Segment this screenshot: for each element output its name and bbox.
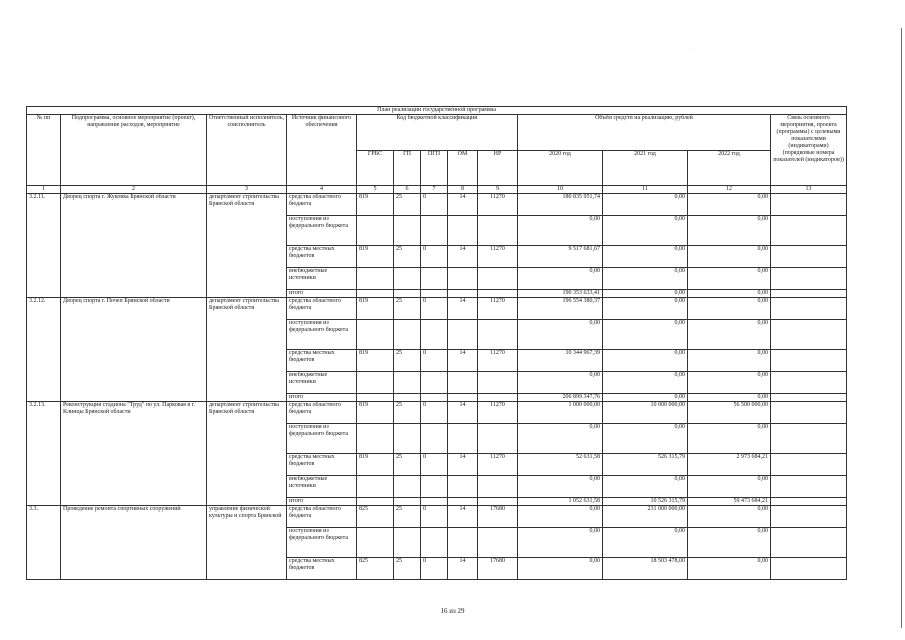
code-nr — [478, 424, 518, 454]
code-pgp: 0 — [421, 506, 448, 528]
amount-2022: 0,00 — [688, 350, 771, 372]
code-om: 14 — [448, 246, 478, 268]
code-grbs — [357, 216, 394, 246]
code-om — [448, 320, 478, 350]
code-om — [448, 476, 478, 498]
funding-source: средства областного бюджета — [287, 506, 357, 528]
header-year-2021: 2021 год — [603, 150, 688, 186]
header-year-2022: 2022 год — [688, 150, 771, 186]
code-gp — [394, 290, 421, 298]
amount-2021: 0,00 — [603, 194, 688, 216]
amount-2020: 0,00 — [518, 320, 603, 350]
code-nr — [478, 290, 518, 298]
table-row — [27, 194, 847, 216]
page-number: 16 из 29 — [440, 607, 465, 615]
amount-2021: 526 315,79 — [603, 454, 688, 476]
code-gp — [394, 320, 421, 350]
table-row — [27, 402, 847, 424]
amount-2020: 9 517 681,67 — [518, 246, 603, 268]
code-grbs: 819 — [357, 246, 394, 268]
amount-2022: 56 500 000,00 — [688, 402, 771, 424]
indicator-link — [771, 372, 847, 394]
amount-2021: 0,00 — [603, 424, 688, 454]
code-om — [448, 268, 478, 290]
table-header-row — [27, 115, 847, 151]
amount-2022: 0,00 — [688, 528, 771, 558]
amount-2021: 0,00 — [603, 372, 688, 394]
header-volume: Объём средств на реализацию, рублей — [518, 115, 771, 151]
code-grbs — [357, 320, 394, 350]
code-gp: 25 — [394, 402, 421, 424]
code-pgp: 0 — [421, 246, 448, 268]
funding-source: средства местных бюджетов — [287, 558, 357, 580]
header-pgp: ПГП — [421, 150, 448, 186]
indicator-link — [771, 528, 847, 558]
amount-2022: 0,00 — [688, 246, 771, 268]
amount-2022: 0,00 — [688, 506, 771, 528]
col-number: 6 — [394, 186, 421, 194]
code-nr — [478, 528, 518, 558]
header-source: Источник финансового обеспечения — [287, 115, 357, 186]
amount-2021: 0,00 — [603, 290, 688, 298]
section-responsible: департамент строительства Брянской области — [207, 194, 287, 298]
funding-source: поступления из федерального бюджета — [287, 528, 357, 558]
code-grbs — [357, 424, 394, 454]
funding-source: итого — [287, 394, 357, 402]
header-om: ОМ — [448, 150, 478, 186]
header-gp: ГП — [394, 150, 421, 186]
section-responsible: департамент строительства Брянской области — [207, 298, 287, 402]
col-number: 2 — [61, 186, 207, 194]
col-number: 12 — [688, 186, 771, 194]
scan-edge-line — [901, 28, 902, 628]
code-om — [448, 290, 478, 298]
indicator-link — [771, 350, 847, 372]
indicator-link — [771, 194, 847, 216]
funding-source: поступления из федерального бюджета — [287, 216, 357, 246]
header-nr: НР — [478, 150, 518, 186]
amount-2020: 1 000 000,00 — [518, 402, 603, 424]
code-nr: 11270 — [478, 246, 518, 268]
code-grbs: 819 — [357, 298, 394, 320]
amount-2021: 10 000 000,00 — [603, 402, 688, 424]
code-nr: 17680 — [478, 558, 518, 580]
code-nr: 11270 — [478, 350, 518, 372]
code-grbs: 819 — [357, 350, 394, 372]
amount-2022: 0,00 — [688, 216, 771, 246]
section-number: 3.3. — [27, 506, 61, 580]
amount-2022: 0,00 — [688, 290, 771, 298]
header-grbs: ГРБС — [357, 150, 394, 186]
code-gp — [394, 394, 421, 402]
code-pgp — [421, 394, 448, 402]
plan-table-body — [27, 194, 847, 580]
code-pgp — [421, 268, 448, 290]
amount-2022: 0,00 — [688, 268, 771, 290]
amount-2020: 10 344 967,39 — [518, 350, 603, 372]
code-gp — [394, 268, 421, 290]
amount-2022: 0,00 — [688, 558, 771, 580]
header-year-2020: 2020 год — [518, 150, 603, 186]
amount-2020: 206 899 347,76 — [518, 394, 603, 402]
amount-2021: 0,00 — [603, 216, 688, 246]
column-numbers-row — [27, 186, 847, 194]
funding-source: средства местных бюджетов — [287, 246, 357, 268]
amount-2022: 0,00 — [688, 394, 771, 402]
col-number: 13 — [771, 186, 847, 194]
indicator-link — [771, 246, 847, 268]
code-grbs: 825 — [357, 506, 394, 528]
code-nr — [478, 476, 518, 498]
code-gp — [394, 424, 421, 454]
code-gp — [394, 372, 421, 394]
col-number: 8 — [448, 186, 478, 194]
code-nr — [478, 268, 518, 290]
amount-2021: 0,00 — [603, 394, 688, 402]
amount-2021: 0,00 — [603, 528, 688, 558]
indicator-link — [771, 498, 847, 506]
code-nr — [478, 498, 518, 506]
code-pgp: 0 — [421, 454, 448, 476]
code-om — [448, 216, 478, 246]
funding-source: итого — [287, 290, 357, 298]
amount-2020: 0,00 — [518, 216, 603, 246]
funding-source: средства областного бюджета — [287, 298, 357, 320]
amount-2020: 180 835 951,74 — [518, 194, 603, 216]
amount-2020: 0,00 — [518, 424, 603, 454]
code-om: 14 — [448, 402, 478, 424]
section-name: Дворец спорта г. Почеп Брянской области — [61, 298, 207, 402]
indicator-link — [771, 558, 847, 580]
col-number: 5 — [357, 186, 394, 194]
section-responsible: управление физической культуры и спорта Брянской — [207, 506, 287, 580]
code-pgp — [421, 476, 448, 498]
code-pgp: 0 — [421, 350, 448, 372]
code-nr: 11270 — [478, 454, 518, 476]
code-pgp — [421, 528, 448, 558]
code-gp — [394, 528, 421, 558]
amount-2021: 18 503 478,00 — [603, 558, 688, 580]
code-nr: 11270 — [478, 298, 518, 320]
amount-2022: 0,00 — [688, 476, 771, 498]
code-grbs — [357, 528, 394, 558]
amount-2022: 0,00 — [688, 194, 771, 216]
code-om: 14 — [448, 298, 478, 320]
code-gp: 25 — [394, 194, 421, 216]
code-om: 14 — [448, 454, 478, 476]
code-pgp — [421, 320, 448, 350]
amount-2022: 0,00 — [688, 372, 771, 394]
header-num: № пп — [27, 115, 61, 186]
code-om — [448, 372, 478, 394]
code-om — [448, 528, 478, 558]
funding-source: средства местных бюджетов — [287, 350, 357, 372]
indicator-link — [771, 216, 847, 246]
funding-source: средства областного бюджета — [287, 402, 357, 424]
code-nr: 11270 — [478, 194, 518, 216]
code-gp: 25 — [394, 454, 421, 476]
section-number: 3.2.11. — [27, 194, 61, 298]
code-gp — [394, 498, 421, 506]
section-number: 3.2.12. — [27, 298, 61, 402]
code-gp — [394, 476, 421, 498]
code-grbs — [357, 268, 394, 290]
code-gp: 25 — [394, 350, 421, 372]
funding-source: внебюджетные источники — [287, 476, 357, 498]
code-om: 14 — [448, 506, 478, 528]
indicator-link — [771, 476, 847, 498]
indicator-link — [771, 402, 847, 424]
code-gp: 25 — [394, 558, 421, 580]
table-row — [27, 506, 847, 528]
amount-2022: 0,00 — [688, 298, 771, 320]
section-number: 3.2.13. — [27, 402, 61, 506]
table-row — [27, 298, 847, 320]
plan-table — [26, 106, 847, 580]
amount-2021: 0,00 — [603, 298, 688, 320]
code-grbs — [357, 290, 394, 298]
col-number: 9 — [478, 186, 518, 194]
amount-2020: 0,00 — [518, 558, 603, 580]
amount-2020: 0,00 — [518, 476, 603, 498]
header-responsible: Ответственный исполнитель, соисполнитель — [207, 115, 287, 186]
amount-2021: 231 000 000,00 — [603, 506, 688, 528]
amount-2021: 0,00 — [603, 476, 688, 498]
indicator-link — [771, 290, 847, 298]
code-grbs — [357, 498, 394, 506]
indicator-link — [771, 424, 847, 454]
code-grbs: 819 — [357, 194, 394, 216]
table-title: План реализации государственной программы — [27, 107, 847, 115]
scan-speck: · — [690, 48, 692, 53]
code-pgp — [421, 372, 448, 394]
indicator-link — [771, 454, 847, 476]
code-nr — [478, 372, 518, 394]
amount-2022: 0,00 — [688, 424, 771, 454]
indicator-link — [771, 298, 847, 320]
amount-2022: 59 473 684,21 — [688, 498, 771, 506]
code-grbs: 825 — [357, 558, 394, 580]
funding-source: поступления из федерального бюджета — [287, 320, 357, 350]
col-number: 10 — [518, 186, 603, 194]
code-gp: 25 — [394, 506, 421, 528]
code-pgp: 0 — [421, 402, 448, 424]
code-grbs: 819 — [357, 402, 394, 424]
indicator-link — [771, 320, 847, 350]
code-grbs — [357, 476, 394, 498]
code-grbs — [357, 394, 394, 402]
col-number: 4 — [287, 186, 357, 194]
amount-2020: 190 353 633,41 — [518, 290, 603, 298]
section-name: Проведение ремонта спортивных сооружений — [61, 506, 207, 580]
code-om — [448, 424, 478, 454]
code-pgp: 0 — [421, 298, 448, 320]
code-pgp: 0 — [421, 558, 448, 580]
code-pgp — [421, 216, 448, 246]
amount-2021: 0,00 — [603, 350, 688, 372]
code-om: 14 — [448, 350, 478, 372]
funding-source: внебюджетные источники — [287, 268, 357, 290]
code-gp — [394, 216, 421, 246]
header-program: Подпрограмма, основное мероприятие (проект), направление расходов, мероприятие — [61, 115, 207, 186]
col-number: 3 — [207, 186, 287, 194]
code-nr: 11270 — [478, 402, 518, 424]
code-gp: 25 — [394, 246, 421, 268]
amount-2021: 0,00 — [603, 320, 688, 350]
funding-source: средства местных бюджетов — [287, 454, 357, 476]
amount-2020: 0,00 — [518, 528, 603, 558]
indicator-link — [771, 268, 847, 290]
amount-2022: 0,00 — [688, 320, 771, 350]
code-nr: 17680 — [478, 506, 518, 528]
amount-2021: 10 526 315,79 — [603, 498, 688, 506]
amount-2020: 196 554 380,37 — [518, 298, 603, 320]
code-nr — [478, 216, 518, 246]
section-name: Дворец спорта г. Жуковка Брянской области — [61, 194, 207, 298]
section-name: Реконструкция стадиона "Труд" по ул. Парковая в г. Клинцы Брянской области — [61, 402, 207, 506]
code-om — [448, 394, 478, 402]
code-nr — [478, 320, 518, 350]
amount-2020: 0,00 — [518, 268, 603, 290]
code-gp: 25 — [394, 298, 421, 320]
amount-2020: 0,00 — [518, 506, 603, 528]
code-om: 14 — [448, 558, 478, 580]
code-nr — [478, 394, 518, 402]
code-om — [448, 498, 478, 506]
code-grbs — [357, 372, 394, 394]
funding-source: средства областного бюджета — [287, 194, 357, 216]
amount-2020: 52 631,58 — [518, 454, 603, 476]
code-pgp — [421, 290, 448, 298]
indicator-link — [771, 394, 847, 402]
amount-2020: 1 052 631,58 — [518, 498, 603, 506]
col-number: 1 — [27, 186, 61, 194]
code-pgp: 0 — [421, 194, 448, 216]
section-responsible: департамент строительства Брянской области — [207, 402, 287, 506]
col-number: 11 — [603, 186, 688, 194]
amount-2021: 0,00 — [603, 246, 688, 268]
amount-2022: 2 973 684,21 — [688, 454, 771, 476]
amount-2021: 0,00 — [603, 268, 688, 290]
code-om: 14 — [448, 194, 478, 216]
funding-source: внебюджетные источники — [287, 372, 357, 394]
header-link: Связь основного мероприятия, проекта (программы) с целевыми показателями (индикаторами) (порядковые номера показателей (индикаторов)) — [771, 115, 847, 186]
code-grbs: 819 — [357, 454, 394, 476]
table-title-row — [27, 107, 847, 115]
funding-source: поступления из федерального бюджета — [287, 424, 357, 454]
header-budget-code: Код бюджетной классификации — [357, 115, 518, 151]
amount-2020: 0,00 — [518, 372, 603, 394]
code-pgp — [421, 424, 448, 454]
indicator-link — [771, 506, 847, 528]
code-pgp — [421, 498, 448, 506]
col-number: 7 — [421, 186, 448, 194]
funding-source: итого — [287, 498, 357, 506]
